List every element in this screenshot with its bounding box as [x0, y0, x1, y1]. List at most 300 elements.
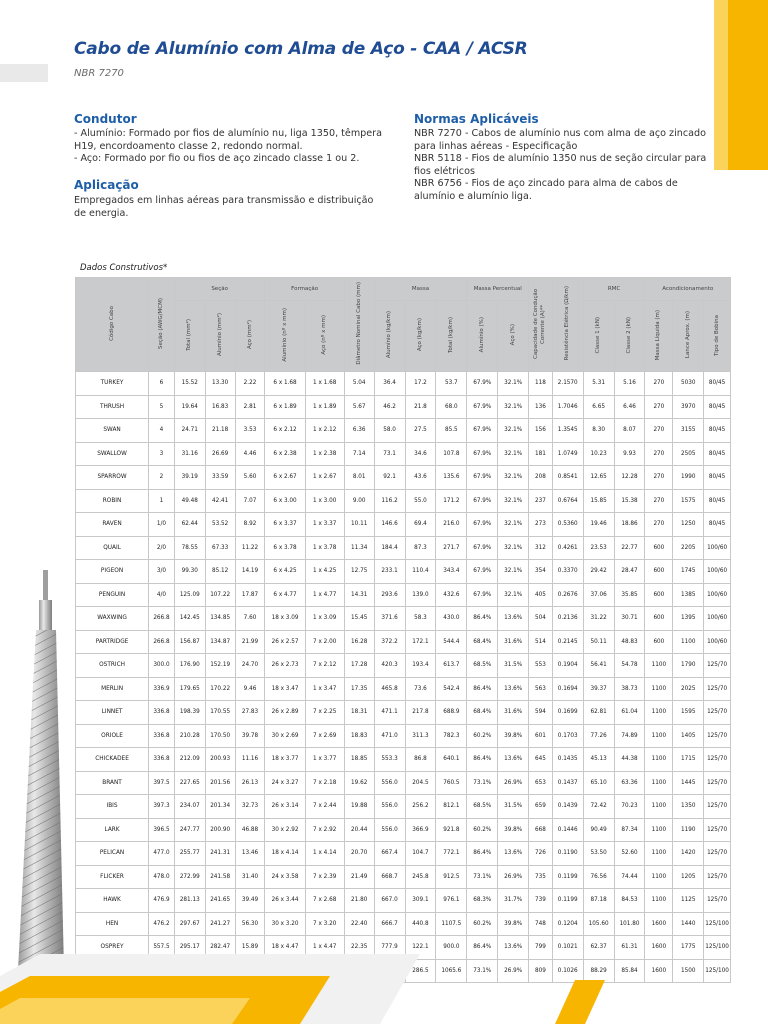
table-cell: 1 x 4.77: [305, 583, 344, 607]
table-row: [76, 513, 731, 537]
cable-code-cell: QUAIL: [76, 536, 149, 560]
aplicacao-line: de energia.: [74, 207, 129, 219]
table-cell: 1065.6: [436, 959, 467, 983]
table-cell: 270: [645, 513, 673, 537]
table-cell: 2205: [673, 536, 704, 560]
table-cell: 26.13: [235, 771, 265, 795]
table-cell: 125/100: [704, 912, 731, 936]
table-cell: 42.41: [205, 489, 235, 513]
table-cell: 270: [645, 466, 673, 490]
table-cell: 26 x 3.44: [265, 889, 305, 913]
table-cell: 7 x 2.00: [305, 630, 344, 654]
cable-code-cell: ORIOLE: [76, 724, 149, 748]
table-cell: 7.07: [235, 489, 265, 513]
table-cell: 26 x 2.73: [265, 654, 305, 678]
table-cell: 76.56: [583, 865, 614, 889]
table-cell: 46.2: [374, 395, 405, 419]
table-cell: 39.8%: [498, 912, 529, 936]
table-cell: 2/0: [149, 536, 175, 560]
table-cell: 27.5: [405, 419, 436, 443]
left-gray-band: [0, 64, 48, 82]
col-form-aco: Aço (nº x mm): [305, 301, 344, 372]
condutor-line: - Aço: Formado por fio ou fios de aço zincado classe 1 ou 2.: [74, 153, 360, 165]
table-cell: 12.28: [614, 466, 645, 490]
table-cell: 80/45: [704, 442, 731, 466]
table-cell: 134.87: [205, 630, 235, 654]
table-cell: 471.0: [374, 724, 405, 748]
cable-code-cell: PIGEON: [76, 560, 149, 584]
table-cell: 16.28: [344, 630, 374, 654]
table-row: [76, 865, 731, 889]
table-cell: 24.70: [235, 654, 265, 678]
table-cell: 55.0: [405, 489, 436, 513]
condutor-line: H19, encordoamento classe 2, redondo normal.: [74, 140, 303, 152]
table-cell: 63.36: [614, 771, 645, 795]
table-cell: 1775: [673, 936, 704, 960]
cable-code-cell: SWAN: [76, 419, 149, 443]
table-cell: 272.99: [174, 865, 205, 889]
table-cell: 809: [529, 959, 553, 983]
table-cell: 336.8: [149, 748, 175, 772]
table-cell: 62.81: [583, 701, 614, 725]
cable-code-cell: HAWK: [76, 889, 149, 913]
table-cell: 17.2: [405, 372, 436, 396]
table-cell: 125/70: [704, 701, 731, 725]
table-cell: 44.38: [614, 748, 645, 772]
table-row: [76, 583, 731, 607]
table-cell: 1.7046: [552, 395, 583, 419]
table-cell: 200.90: [205, 818, 235, 842]
table-cell: 176.90: [174, 654, 205, 678]
table-cell: 107.8: [436, 442, 467, 466]
table-cell: 5.31: [583, 372, 614, 396]
table-cell: 85.84: [614, 959, 645, 983]
table-cell: 15.89: [235, 936, 265, 960]
table-cell: 0.1694: [552, 677, 583, 701]
table-cell: 170.50: [205, 724, 235, 748]
table-cell: 4.46: [235, 442, 265, 466]
table-cell: 6 x 2.67: [265, 466, 305, 490]
table-cell: 420.3: [374, 654, 405, 678]
table-cell: 69.4: [405, 513, 436, 537]
table-cell: 80/45: [704, 395, 731, 419]
table-cell: 39.37: [583, 677, 614, 701]
table-cell: 2: [149, 466, 175, 490]
table-cell: 74.44: [614, 865, 645, 889]
table-cell: 86.4%: [467, 748, 498, 772]
table-cell: 19.64: [174, 395, 205, 419]
table-cell: 640.1: [436, 748, 467, 772]
table-cell: 21.99: [235, 630, 265, 654]
table-cell: 8.01: [344, 466, 374, 490]
table-cell: 17.87: [235, 583, 265, 607]
table-cell: 0.3370: [552, 560, 583, 584]
table-cell: 15.45: [344, 607, 374, 631]
table-cell: 68.0: [436, 395, 467, 419]
table-cell: 156.87: [174, 630, 205, 654]
table-cell: 85.5: [436, 419, 467, 443]
table-cell: 1100: [645, 842, 673, 866]
condutor-heading: Condutor: [74, 112, 137, 126]
table-cell: 556.0: [374, 795, 405, 819]
table-cell: 30.71: [614, 607, 645, 631]
table-cell: 241.65: [205, 889, 235, 913]
condutor-line: - Alumínio: Formado por fios de alumínio nu, liga 1350, têmpera: [74, 128, 382, 139]
table-cell: 613.7: [436, 654, 467, 678]
table-cell: 125/70: [704, 724, 731, 748]
table-cell: 31.5%: [498, 654, 529, 678]
table-cell: 1500: [673, 959, 704, 983]
table-cell: 125/70: [704, 842, 731, 866]
table-cell: 135.6: [436, 466, 467, 490]
table-cell: 68.5%: [467, 654, 498, 678]
table-cell: 405: [529, 583, 553, 607]
col-codigo: Código Cabo: [76, 278, 149, 372]
table-cell: 20.44: [344, 818, 374, 842]
table-cell: 15.85: [583, 489, 614, 513]
table-cell: 2.22: [235, 372, 265, 396]
table-cell: 1 x 4.14: [305, 842, 344, 866]
table-cell: 0.1904: [552, 654, 583, 678]
table-cell: 80/45: [704, 372, 731, 396]
table-cell: 67.33: [205, 536, 235, 560]
table-cell: 478.0: [149, 865, 175, 889]
cable-code-cell: SPARROW: [76, 466, 149, 490]
table-cell: 397.3: [149, 795, 175, 819]
table-cell: 15.52: [174, 372, 205, 396]
table-cell: 68.4%: [467, 701, 498, 725]
table-cell: 667.4: [374, 842, 405, 866]
table-cell: 688.9: [436, 701, 467, 725]
table-cell: 80/45: [704, 513, 731, 537]
table-cell: 19.88: [344, 795, 374, 819]
table-cell: 1 x 2.67: [305, 466, 344, 490]
table-cell: 62.44: [174, 513, 205, 537]
table-cell: 1420: [673, 842, 704, 866]
table-cell: 30 x 3.20: [265, 912, 305, 936]
table-cell: 22.77: [614, 536, 645, 560]
table-cell: 100/60: [704, 607, 731, 631]
table-cell: 100/60: [704, 536, 731, 560]
table-cell: 99.30: [174, 560, 205, 584]
table-cell: 0.1699: [552, 701, 583, 725]
normas-line: fios elétricos: [414, 165, 475, 177]
group-massa-percentual: Massa Percentual: [467, 278, 529, 301]
cable-code-cell: LARK: [76, 818, 149, 842]
table-cell: 32.1%: [498, 560, 529, 584]
table-cell: 212.09: [174, 748, 205, 772]
table-cell: 1100: [645, 818, 673, 842]
table-cell: 247.77: [174, 818, 205, 842]
table-cell: 9.93: [614, 442, 645, 466]
table-cell: 354: [529, 560, 553, 584]
table-cell: 67.9%: [467, 419, 498, 443]
table-cell: 18 x 4.47: [265, 936, 305, 960]
table-cell: 170.55: [205, 701, 235, 725]
table-cell: 26.9%: [498, 865, 529, 889]
table-cell: 65.10: [583, 771, 614, 795]
table-cell: 100/60: [704, 560, 731, 584]
table-cell: 19.62: [344, 771, 374, 795]
table-cell: 68.5%: [467, 795, 498, 819]
table-cell: 921.8: [436, 818, 467, 842]
table-caption: Dados Construtivos*: [80, 263, 168, 273]
table-cell: 24.71: [174, 419, 205, 443]
table-cell: 282.47: [205, 936, 235, 960]
table-cell: 32.1%: [498, 442, 529, 466]
table-cell: 36.4: [374, 372, 405, 396]
table-cell: 39.78: [235, 724, 265, 748]
table-row: [76, 818, 731, 842]
table-cell: 281.13: [174, 889, 205, 913]
table-cell: 6.36: [344, 419, 374, 443]
table-cell: 430.0: [436, 607, 467, 631]
table-cell: 273: [529, 513, 553, 537]
table-cell: 1405: [673, 724, 704, 748]
table-cell: 270: [645, 489, 673, 513]
table-cell: 170.22: [205, 677, 235, 701]
table-cell: 1790: [673, 654, 704, 678]
table-cell: 26 x 2.57: [265, 630, 305, 654]
table-cell: 270: [645, 395, 673, 419]
table-cell: 9.46: [235, 677, 265, 701]
top-right-accent: [728, 0, 768, 170]
table-cell: 270: [645, 419, 673, 443]
table-cell: 18 x 3.09: [265, 607, 305, 631]
table-cell: 13.46: [235, 842, 265, 866]
table-cell: 67.9%: [467, 372, 498, 396]
table-cell: 432.6: [436, 583, 467, 607]
table-cell: 440.8: [405, 912, 436, 936]
table-cell: 13.6%: [498, 842, 529, 866]
table-cell: 271.7: [436, 536, 467, 560]
table-cell: 53.52: [205, 513, 235, 537]
table-cell: 1445: [673, 771, 704, 795]
table-cell: 22.40: [344, 912, 374, 936]
table-cell: 1600: [645, 936, 673, 960]
table-cell: 77.26: [583, 724, 614, 748]
table-cell: 600: [645, 536, 673, 560]
table-row: [76, 560, 731, 584]
table-cell: 37.06: [583, 583, 614, 607]
table-cell: 87.34: [614, 818, 645, 842]
table-cell: 32.1%: [498, 536, 529, 560]
cable-illustration: [6, 570, 68, 970]
table-cell: 125/70: [704, 818, 731, 842]
table-cell: 20.70: [344, 842, 374, 866]
table-cell: 668: [529, 818, 553, 842]
table-cell: 0.1703: [552, 724, 583, 748]
table-cell: 6: [149, 372, 175, 396]
col-aco-mm2: Aço (mm²): [235, 301, 265, 372]
cable-code-cell: OSPREY: [76, 936, 149, 960]
table-cell: 2505: [673, 442, 704, 466]
table-cell: 0.6764: [552, 489, 583, 513]
table-cell: 18.31: [344, 701, 374, 725]
table-cell: 645: [529, 748, 553, 772]
table-row: [76, 419, 731, 443]
table-cell: 7 x 2.44: [305, 795, 344, 819]
table-cell: 172.1: [405, 630, 436, 654]
table-cell: 56.30: [235, 912, 265, 936]
table-row: [76, 372, 731, 396]
table-cell: 6 x 1.68: [265, 372, 305, 396]
table-cell: 739: [529, 889, 553, 913]
table-cell: 73.6: [405, 677, 436, 701]
table-cell: 7 x 2.39: [305, 865, 344, 889]
table-cell: 1205: [673, 865, 704, 889]
cable-code-cell: PENGUIN: [76, 583, 149, 607]
table-cell: 31.5%: [498, 795, 529, 819]
table-cell: 86.4%: [467, 677, 498, 701]
table-cell: 30 x 2.92: [265, 818, 305, 842]
table-cell: 1595: [673, 701, 704, 725]
table-cell: 118: [529, 372, 553, 396]
table-cell: 336.8: [149, 701, 175, 725]
table-cell: 7 x 2.18: [305, 771, 344, 795]
table-cell: 86.8: [405, 748, 436, 772]
table-cell: 67.9%: [467, 560, 498, 584]
table-cell: 6 x 4.25: [265, 560, 305, 584]
table-cell: 13.6%: [498, 748, 529, 772]
table-cell: 58.0: [374, 419, 405, 443]
table-cell: 237: [529, 489, 553, 513]
table-cell: 60.2%: [467, 818, 498, 842]
table-cell: 31.7%: [498, 889, 529, 913]
table-cell: 181: [529, 442, 553, 466]
table-cell: 600: [645, 607, 673, 631]
table-cell: 3: [149, 442, 175, 466]
table-cell: 0.1026: [552, 959, 583, 983]
table-cell: 735: [529, 865, 553, 889]
table-cell: 760.5: [436, 771, 467, 795]
table-cell: 39.8%: [498, 818, 529, 842]
table-cell: 18.86: [614, 513, 645, 537]
table-row: [76, 677, 731, 701]
table-cell: 600: [645, 583, 673, 607]
table-cell: 241.27: [205, 912, 235, 936]
table-cell: 563: [529, 677, 553, 701]
table-cell: 336.8: [149, 724, 175, 748]
table-cell: 343.4: [436, 560, 467, 584]
table-cell: 17.35: [344, 677, 374, 701]
table-cell: 92.1: [374, 466, 405, 490]
table-cell: 87.3: [405, 536, 436, 560]
table-cell: 39.49: [235, 889, 265, 913]
table-cell: 1107.5: [436, 912, 467, 936]
table-cell: 70.23: [614, 795, 645, 819]
table-cell: 668.7: [374, 865, 405, 889]
table-cell: 799: [529, 936, 553, 960]
table-cell: 5030: [673, 372, 704, 396]
col-secao-awg: Seção (AWG/MCM): [149, 278, 175, 372]
table-row: [76, 748, 731, 772]
table-cell: 5: [149, 395, 175, 419]
table-cell: 90.49: [583, 818, 614, 842]
table-cell: 74.89: [614, 724, 645, 748]
table-cell: 216.0: [436, 513, 467, 537]
table-cell: 5.67: [344, 395, 374, 419]
table-cell: 7 x 2.92: [305, 818, 344, 842]
group-acondicionamento: Acondicionamento: [645, 278, 731, 301]
table-cell: 0.2136: [552, 607, 583, 631]
table-cell: 18.85: [344, 748, 374, 772]
table-cell: 1 x 3.77: [305, 748, 344, 772]
table-cell: 171.2: [436, 489, 467, 513]
table-cell: 26 x 2.89: [265, 701, 305, 725]
table-cell: 31.40: [235, 865, 265, 889]
table-cell: 30 x 2.69: [265, 724, 305, 748]
table-cell: 2.81: [235, 395, 265, 419]
table-cell: 1100: [645, 701, 673, 725]
table-cell: 6.65: [583, 395, 614, 419]
table-cell: 45.13: [583, 748, 614, 772]
table-cell: 0.1190: [552, 842, 583, 866]
table-cell: 255.77: [174, 842, 205, 866]
table-cell: 7 x 3.20: [305, 912, 344, 936]
table-cell: 11.34: [344, 536, 374, 560]
col-massa-aluminio: Alumínio (kg/km): [374, 301, 405, 372]
table-cell: 32.1%: [498, 583, 529, 607]
table-row: [76, 489, 731, 513]
table-cell: 542.4: [436, 677, 467, 701]
table-cell: 31.6%: [498, 701, 529, 725]
table-cell: 58.3: [405, 607, 436, 631]
table-row: [76, 442, 731, 466]
table-cell: 142.45: [174, 607, 205, 631]
table-cell: 1: [149, 489, 175, 513]
table-cell: 372.2: [374, 630, 405, 654]
table-cell: 556.0: [374, 818, 405, 842]
table-cell: 7 x 2.12: [305, 654, 344, 678]
normas-line: para linhas aéreas - Especificação: [414, 140, 578, 152]
table-row: [76, 724, 731, 748]
table-cell: 125/100: [704, 936, 731, 960]
group-formacao: Formação: [265, 278, 344, 301]
table-cell: 7 x 2.69: [305, 724, 344, 748]
table-cell: 1600: [645, 959, 673, 983]
table-cell: 3970: [673, 395, 704, 419]
table-cell: 0.2145: [552, 630, 583, 654]
table-cell: 309.1: [405, 889, 436, 913]
table-cell: 11.22: [235, 536, 265, 560]
table-cell: 1715: [673, 748, 704, 772]
table-cell: 0.1439: [552, 795, 583, 819]
table-cell: 397.5: [149, 771, 175, 795]
table-cell: 156: [529, 419, 553, 443]
table-cell: 0.1021: [552, 936, 583, 960]
condutor-text: [74, 128, 394, 166]
table-cell: 8.07: [614, 419, 645, 443]
table-cell: 241.31: [205, 842, 235, 866]
table-cell: 782.3: [436, 724, 467, 748]
table-cell: 1190: [673, 818, 704, 842]
table-cell: 50.11: [583, 630, 614, 654]
table-cell: 125/70: [704, 748, 731, 772]
table-cell: 476.9: [149, 889, 175, 913]
cable-code-cell: PELICAN: [76, 842, 149, 866]
col-massa-liquida: Massa Líquida (m): [645, 301, 673, 372]
table-cell: 26.69: [205, 442, 235, 466]
table-cell: 6 x 3.00: [265, 489, 305, 513]
table-cell: 1 x 3.09: [305, 607, 344, 631]
table-cell: 366.9: [405, 818, 436, 842]
table-cell: 0.1446: [552, 818, 583, 842]
table-cell: 26 x 3.14: [265, 795, 305, 819]
normas-line: NBR 6756 - Fios de aço zincado para alma de cabos de: [414, 178, 678, 190]
table-cell: 67.9%: [467, 466, 498, 490]
table-cell: 6 x 3.37: [265, 513, 305, 537]
